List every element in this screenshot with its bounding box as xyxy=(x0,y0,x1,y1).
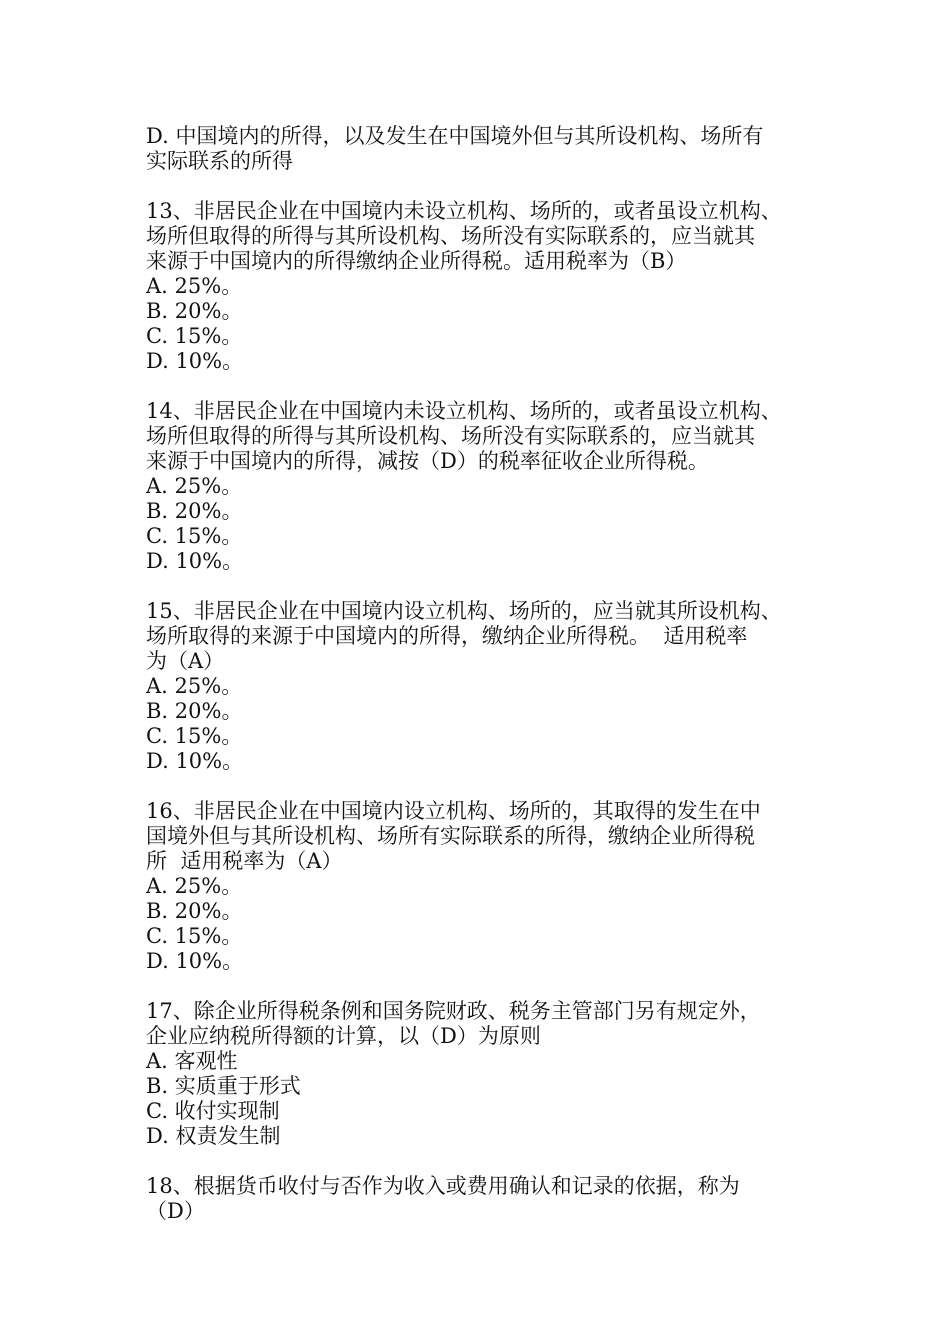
option-b: B. 20%。 xyxy=(146,499,243,523)
option-a: A. 客观性 xyxy=(146,1049,238,1073)
option-d: D. 10%。 xyxy=(146,549,244,573)
answer-option-block xyxy=(146,124,826,174)
question-text: （D） xyxy=(146,1199,205,1223)
question-text: 场所但取得的所得与其所设机构、场所没有实际联系的，应当就其 xyxy=(146,424,755,448)
option-c: C. 15%。 xyxy=(146,524,243,548)
question-text: 14、非居民企业在中国境内未设立机构、场所的，或者虽设立机构、 xyxy=(146,399,782,423)
question-text: 13、非居民企业在中国境内未设立机构、场所的，或者虽设立机构、 xyxy=(146,199,782,223)
option-d: D. 10%。 xyxy=(146,749,244,773)
option-c: C. 15%。 xyxy=(146,324,243,348)
option-c: C. 收付实现制 xyxy=(146,1099,280,1123)
question-text: 场所但取得的所得与其所设机构、场所没有实际联系的，应当就其 xyxy=(146,224,755,248)
option-d: D. 10%。 xyxy=(146,949,244,973)
question-text: 来源于中国境内的所得，减按（D）的税率征收企业所得税。 xyxy=(146,449,709,473)
question-16 xyxy=(146,799,826,974)
question-text: 18、根据货币收付与否作为收入或费用确认和记录的依据，称为 xyxy=(146,1174,740,1198)
question-15 xyxy=(146,599,826,774)
option-a: A. 25%。 xyxy=(146,274,243,298)
document-page xyxy=(146,124,826,1224)
question-18 xyxy=(146,1174,826,1224)
question-text: 15、非居民企业在中国境内设立机构、场所的，应当就其所设机构、 xyxy=(146,599,782,623)
question-text: 企业应纳税所得额的计算，以（D）为原则 xyxy=(146,1024,541,1048)
question-text: 为（A） xyxy=(146,649,225,673)
option-c: C. 15%。 xyxy=(146,724,243,748)
question-text: 国境外但与其所设机构、场所有实际联系的所得，缴纳企业所得税 xyxy=(146,824,755,848)
question-17 xyxy=(146,999,826,1149)
option-b: B. 实质重于形式 xyxy=(146,1074,301,1098)
question-text: 所 适用税率为（A） xyxy=(146,849,343,873)
option-d: D. 10%。 xyxy=(146,349,244,373)
option-b: B. 20%。 xyxy=(146,899,243,923)
text-line: 实际联系的所得 xyxy=(146,149,293,173)
question-text: 16、非居民企业在中国境内设立机构、场所的，其取得的发生在中 xyxy=(146,799,761,823)
option-b: B. 20%。 xyxy=(146,699,243,723)
text-line: D. 中国境内的所得，以及发生在中国境外但与其所设机构、场所有 xyxy=(146,124,764,148)
option-a: A. 25%。 xyxy=(146,474,243,498)
question-text: 场所取得的来源于中国境内的所得，缴纳企业所得税。 适用税率 xyxy=(146,624,748,648)
question-text: 17、除企业所得税条例和国务院财政、税务主管部门另有规定外， xyxy=(146,999,761,1023)
option-a: A. 25%。 xyxy=(146,874,243,898)
option-c: C. 15%。 xyxy=(146,924,243,948)
question-text: 来源于中国境内的所得缴纳企业所得税。适用税率为（B） xyxy=(146,249,687,273)
question-13 xyxy=(146,199,826,374)
question-14 xyxy=(146,399,826,574)
option-b: B. 20%。 xyxy=(146,299,243,323)
option-d: D. 权责发生制 xyxy=(146,1124,281,1148)
option-a: A. 25%。 xyxy=(146,674,243,698)
